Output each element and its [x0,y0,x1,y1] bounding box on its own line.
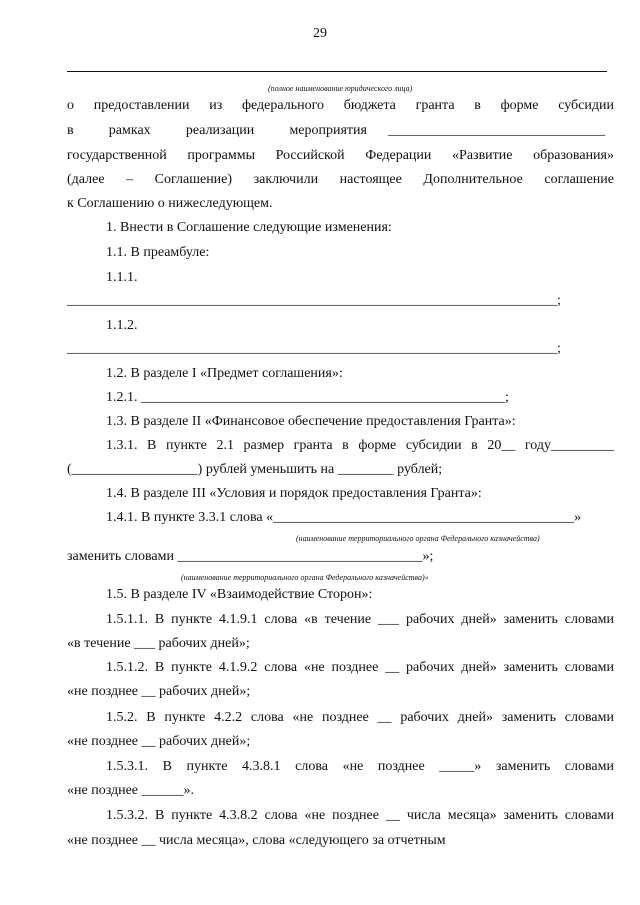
clause-line: «не позднее __ рабочих дней»; [67,684,251,699]
clause-heading: 1.4. В разделе III «Условия и порядок предоставления Гранта»: [106,486,482,501]
clause-line: «в течение ___ рабочих дней»; [67,636,250,651]
clause-line: «не позднее __ числа месяца», слова «следующего за отчетным [67,833,446,848]
clause-line: «не позднее __ рабочих дней»; [67,734,251,749]
field-caption: (наименование территориального органа Федерального казначейства)» [181,573,429,582]
paragraph-line: (далее – Соглашение) заключили настоящее Дополнительное соглашение [67,172,614,187]
clause-line: (__________________) рублей уменьшить на ________ рублей; [67,462,443,477]
clause-line: 1.5.1.2. В пункте 4.1.9.2 слова «не позднее __ рабочих дней» заменить словами [106,660,614,675]
clause-heading: 1.3. В разделе II «Финансовое обеспечение предоставления Гранта»: [106,414,516,429]
clause-heading: 1.5. В разделе IV «Взаимодействие Сторон»: [106,587,373,602]
clause-number: 1.1.2. [106,318,138,333]
field-caption: (наименование территориального органа Федерального казначейства) [296,534,540,543]
clause-line: 1.2.1. ____________________________________________________; [106,390,509,405]
clause-heading: 1.1. В преамбуле: [106,245,210,260]
event-blank-field: _______________________________ [388,123,605,138]
clause-line: 1.5.2. В пункте 4.2.2 слова «не позднее __ рабочих дней» заменить словами [106,710,614,725]
paragraph-line: в рамках реализации мероприятия [67,123,367,138]
paragraph-line: о предоставлении из федерального бюджета гранта в форме субсидии [67,98,614,113]
page-number: 29 [313,26,327,41]
clause-heading: 1. Внести в Соглашение следующие изменения: [106,220,392,235]
clause-line: 1.5.1.1. В пункте 4.1.9.1 слова «в течение ___ рабочих дней» заменить словами [106,612,614,627]
clause-line: 1.5.3.1. В пункте 4.3.8.1 слова «не позднее _____» заменить словами [106,759,614,774]
entity-name-caption: (полное наименование юридического лица) [268,84,413,93]
blank-field-line: ______________________________________________________________________; [67,341,561,356]
clause-line: заменить словами ___________________________________»; [67,549,434,564]
clause-line: «не позднее ______». [67,783,195,798]
paragraph-line: государственной программы Российской Федерации «Развитие образования» [67,148,614,163]
clause-line: 1.3.1. В пункте 2.1 размер гранта в форме субсидии в 20__ году_________ [106,438,614,453]
clause-number: 1.1.1. [106,270,138,285]
clause-line: 1.4.1. В пункте 3.3.1 слова «___________________________________________» [106,510,582,525]
clause-heading: 1.2. В разделе I «Предмет соглашения»: [106,366,343,381]
blank-field-line: ______________________________________________________________________; [67,293,561,308]
entity-name-blank-line [67,71,607,72]
paragraph-line: к Соглашению о нижеследующем. [67,196,273,211]
clause-line: 1.5.3.2. В пункте 4.3.8.2 слова «не позднее __ числа месяца» заменить словами [106,808,614,823]
